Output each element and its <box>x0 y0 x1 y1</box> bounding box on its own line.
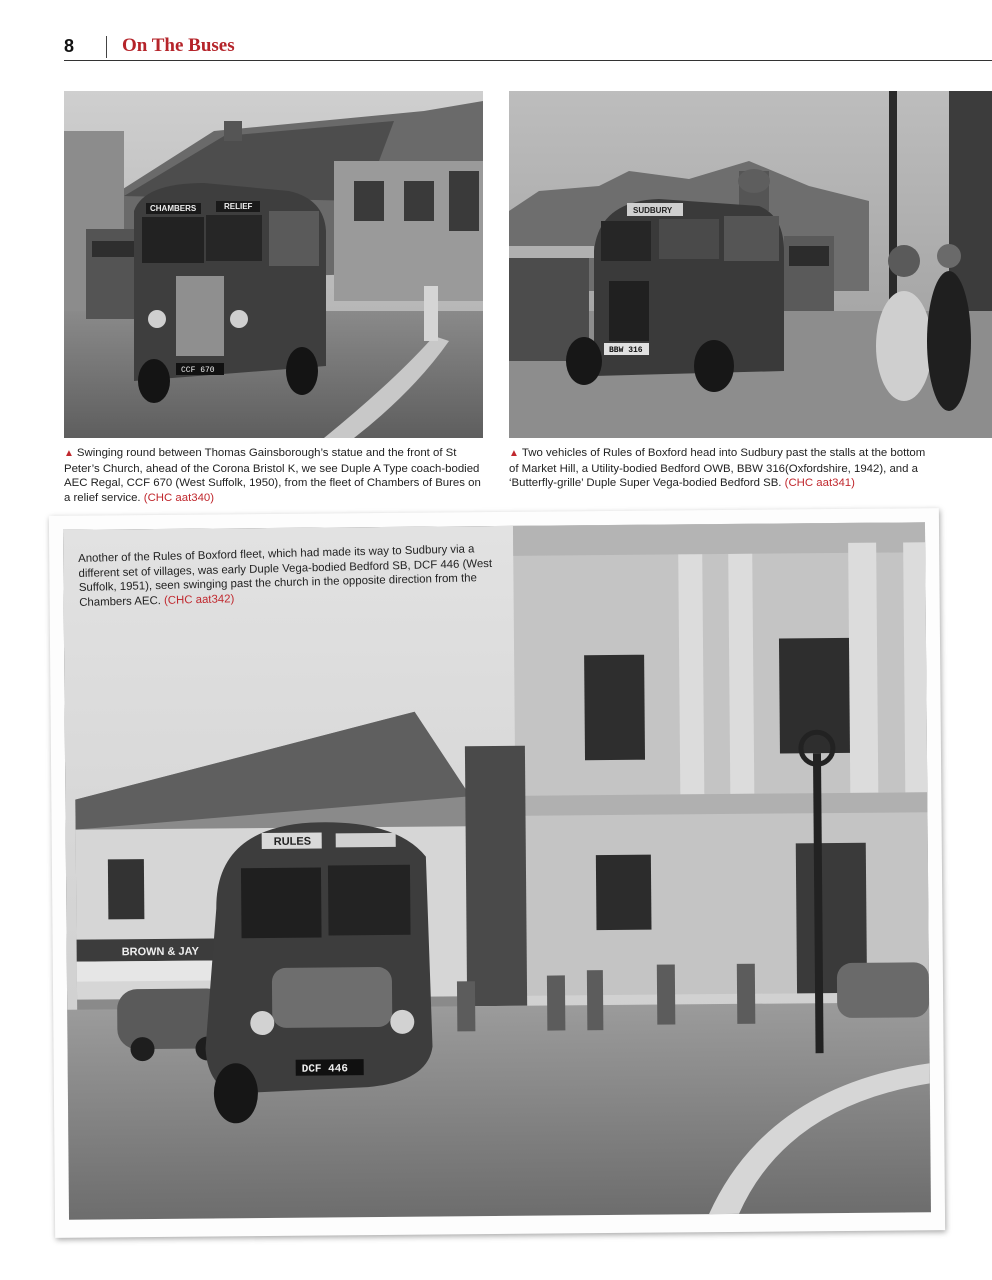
caption-top-left-credit: (CHC aat340) <box>143 491 215 504</box>
up-arrow-icon: ▲ <box>64 448 74 459</box>
plate-dcf446: DCF 446 <box>301 1063 348 1076</box>
sign-rules: RULES <box>273 835 312 848</box>
page-number: 8 <box>64 36 75 56</box>
sign-sudbury: SUDBURY <box>633 206 673 215</box>
sign-relief: RELIEF <box>224 202 253 211</box>
header-rule <box>64 60 992 61</box>
up-arrow-icon: ▲ <box>509 448 519 459</box>
page-header <box>64 30 992 62</box>
coach-illustration <box>134 183 326 403</box>
photo-frame-large <box>49 508 945 1238</box>
photo-rules-bedford-owb <box>509 91 992 438</box>
caption-top-right-text: Two vehicles of Rules of Boxford head into Sudbury past the stalls at the bottom of Market Hill, a Utility-bodied Bedford OWB, BBW 316(Oxfordshire, 1942), and a ‘Butterfly-grille’ Duple Super Vega-bodied Bedford SB. <box>509 447 926 489</box>
plate-bbw316: BBW 316 <box>609 346 643 355</box>
coach-illustration-large <box>204 821 434 1123</box>
plate-ccf670: CCF 670 <box>181 366 215 375</box>
caption-top-right-credit: (CHC aat341) <box>784 477 855 489</box>
sign-chambers: CHAMBERS <box>150 204 197 213</box>
header-divider <box>106 36 107 58</box>
caption-top-left-text: Swinging round between Thomas Gainsborough’s statue and the front of St Peter’s Church, ahead of the Corona Bristol K, we see Duple A Type coach-bodied AEC Regal, CCF 670 (West Suffolk, 1950), from the fleet of Chambers of Bures on a relief service. <box>64 447 481 504</box>
caption-top-right <box>509 446 929 491</box>
caption-bottom <box>78 542 499 610</box>
caption-bottom-credit: (CHC aat342) <box>163 592 235 607</box>
caption-bottom-text: Another of the Rules of Boxford fleet, which had made its way to Sudbury via a different set of villages, was early Duple Vega-bodied Bedford SB, DCF 446 (West Suffolk, 1951), seen swinging past the church in the opposite direction from the Chambers AEC. <box>78 543 493 609</box>
photo-rules-bedford-sb <box>63 522 931 1219</box>
photo-chambers-aec-regal <box>64 91 483 438</box>
section-title: On The Buses <box>122 35 235 56</box>
caption-top-left <box>64 446 484 505</box>
shop-sign: BROWN & JAY <box>121 945 199 959</box>
